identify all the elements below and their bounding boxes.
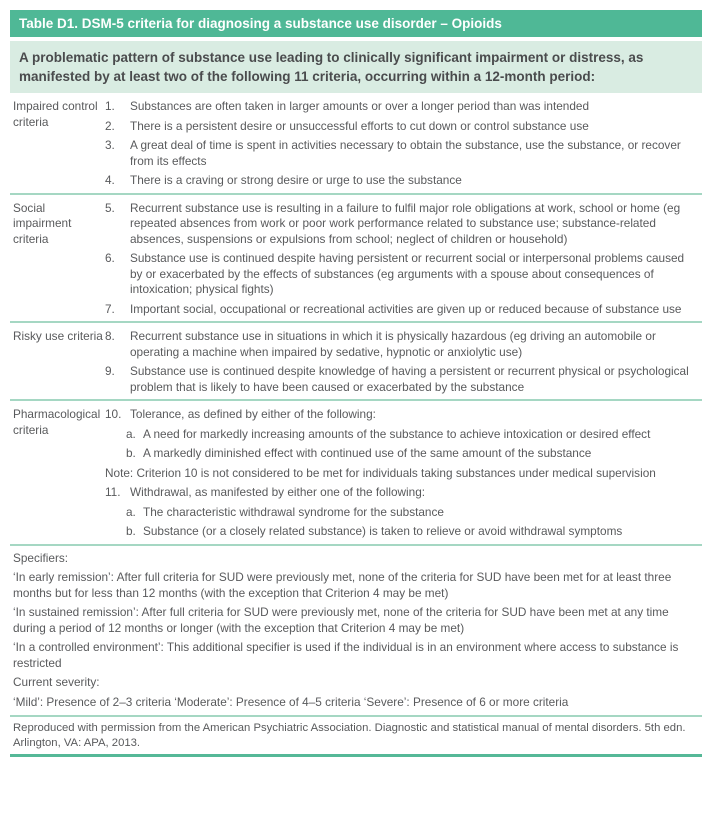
specifier-controlled-environment: ‘In a controlled environment’: This additional specifier is used if the individual is in an environment where access to substance is restricted <box>13 640 679 670</box>
criterion-number: 5. <box>105 200 115 215</box>
criterion-10b <box>126 446 692 462</box>
section-pharmacological <box>10 401 702 544</box>
criterion-text: Withdrawal, as manifested by either one of the following: <box>130 485 426 499</box>
criteria-list <box>105 201 702 318</box>
criterion-text: Important social, occupational or recreational activities are given up or reduced because of substance use <box>130 301 682 316</box>
criterion-11b <box>126 524 692 540</box>
criterion-1 <box>105 99 692 115</box>
specifiers-heading: Specifiers: <box>13 550 69 565</box>
section-label: Pharmacological criteria <box>13 407 101 437</box>
criterion-8 <box>105 329 692 360</box>
intro-line-1: A problematic pattern of substance use leading to clinically significant impairment or distress, as <box>19 50 644 65</box>
criterion-number: 9. <box>105 364 115 378</box>
criterion-number: 7. <box>105 301 115 316</box>
criterion-7 <box>105 302 692 318</box>
subitem-text: The characteristic withdrawal syndrome for the substance <box>143 504 444 519</box>
subitem-text: Substance (or a closely related substance) is taken to relieve or avoid withdrawal symptoms <box>143 524 623 538</box>
criteria-list <box>105 329 702 395</box>
intro-line-2: manifested by at least two of the following 11 criteria, occurring within a 12-month period: <box>19 69 596 84</box>
criterion-10 <box>105 407 692 423</box>
criterion-text: Substance use is continued despite having persistent or recurrent social or interpersonal problems caused by or exacerbated by the effects of substances (eg arguments with a spouse about consequences of intoxication; physical fights) <box>130 251 685 296</box>
specifier-sustained-remission: ‘In sustained remission’: After full criteria for SUD were previously met, none of the criteria for SUD have been met at any time during a period of 12 months or longer (with the exception that Criterion 4 may be met) <box>13 605 669 635</box>
criterion-text: Substance use is continued despite knowledge of having a persistent or recurrent physical or psychological problem that is likely to have been caused or exacerbated by the substance <box>130 364 689 394</box>
criterion-11a <box>126 505 692 521</box>
criterion-5 <box>105 201 692 248</box>
criterion-number: 1. <box>105 99 115 113</box>
criterion-number: 11. <box>105 485 121 499</box>
criterion-text: There is a persistent desire or unsuccessful efforts to cut down or control substance use <box>130 118 589 133</box>
specifiers-section <box>10 546 702 716</box>
criteria-list <box>105 99 702 189</box>
section-social-impairment <box>10 195 702 322</box>
subitem-text: A need for markedly increasing amounts of the substance to achieve intoxication or desired effect <box>143 426 651 441</box>
criterion-text: There is a craving or strong desire or urge to use the substance <box>130 173 462 187</box>
attribution <box>10 717 702 754</box>
attribution-line-2: Arlington, VA: APA, 2013. <box>13 736 141 749</box>
subitem-letter: b. <box>126 446 136 460</box>
criteria-list <box>105 407 702 540</box>
subitem-letter: b. <box>126 524 136 538</box>
severity-heading: Current severity: <box>13 675 100 689</box>
section-impaired-control <box>10 93 702 193</box>
criterion-text: Substances are often taken in larger amounts or over a longer period than was intended <box>130 99 590 113</box>
criterion-number: 4. <box>105 173 115 187</box>
criterion-number: 8. <box>105 329 115 343</box>
criterion-text: A great deal of time is spent in activities necessary to obtain the substance, use the substance, or recover from its effects <box>130 138 681 168</box>
criterion-4 <box>105 173 692 189</box>
criterion-number: 2. <box>105 118 115 133</box>
criterion-9 <box>105 364 692 395</box>
subitem-letter: a. <box>126 504 136 519</box>
severity-text: ‘Mild’: Presence of 2–3 criteria ‘Moderate’: Presence of 4–5 criteria ‘Severe’: Presence of 6 or more criteria <box>13 694 569 709</box>
criterion-number: 3. <box>105 138 115 152</box>
criterion-11 <box>105 485 692 501</box>
subitem-letter: a. <box>126 426 136 441</box>
table-intro <box>10 41 702 93</box>
criterion-3 <box>105 138 692 169</box>
section-risky-use <box>10 323 702 399</box>
criterion-number: 6. <box>105 251 115 265</box>
table-end-line <box>10 754 702 757</box>
criterion-text: Tolerance, as defined by either of the following: <box>130 407 376 421</box>
specifier-early-remission: ‘In early remission’: After full criteria for SUD were previously met, none of the criteria for SUD have been met for at least three months but for less than 12 months (with the exception that Criterion 4 may be met) <box>13 570 672 600</box>
attribution-line-1: Reproduced with permission from the American Psychiatric Association. Diagnostic and statistical manual of mental disorders. 5th edn. <box>13 722 686 734</box>
section-label: Risky use criteria <box>13 329 103 343</box>
table-title: Table D1. DSM-5 criteria for diagnosing a substance use disorder – Opioids <box>10 10 702 37</box>
criterion-10-note: Note: Criterion 10 is not considered to be met for individuals taking substances under medical supervision <box>105 465 656 480</box>
criterion-text: Recurrent substance use in situations in which it is physically hazardous (eg driving an automobile or operating a machine when impaired by sedative, hypnotic or anxiolytic use) <box>130 329 656 359</box>
criterion-10a <box>126 427 692 443</box>
criterion-number: 10. <box>105 407 122 421</box>
criterion-6 <box>105 251 692 298</box>
section-label: Social impairment criteria <box>13 200 72 246</box>
criterion-2 <box>105 119 692 135</box>
criterion-text: Recurrent substance use is resulting in a failure to fulfil major role obligations at work, school or home (eg repeated absences from work or poor work performance related to substance use; substance-related absences, suspensions or expulsions from school; neglect of children or household) <box>130 200 681 246</box>
subitem-text: A markedly diminished effect with continued use of the same amount of the substance <box>143 446 592 460</box>
section-label: Impaired control criteria <box>13 99 98 129</box>
